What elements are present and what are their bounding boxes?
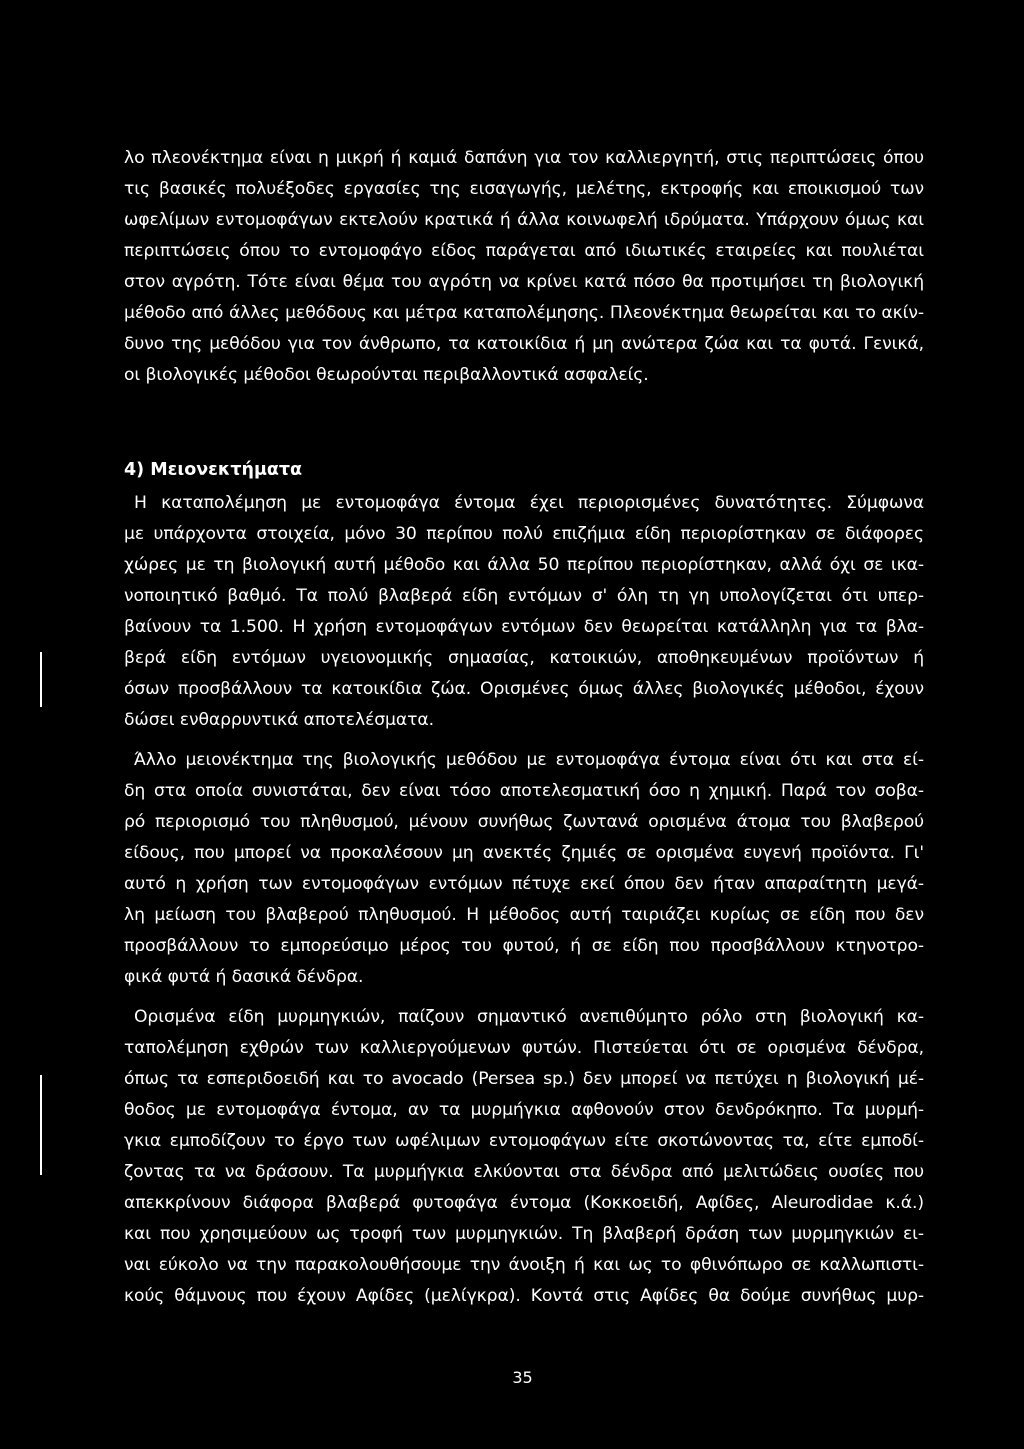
paragraph3-line: δη στα οποία συνιστάται, δεν είναι τόσο αποτελεσματική όσο η χημική. Παρά τον σοβα- (124, 781, 924, 801)
paragraph2-line: χώρες με τη βιολογική αυτή μέθοδο και άλλα 50 περίπου περιορίστηκαν, αλλά όχι σε ικα- (124, 555, 924, 575)
paragraph1-line: δυνο της μεθόδου για τον άνθρωπο, τα κατοικίδια ή μη ανώτερα ζώα και τα φυτά. Γενικά, (124, 334, 924, 354)
paragraph2-line: Η καταπολέμηση με εντομοφάγα έντομα έχει περιορισμένες δυνατότητες. Σύμφωνα (134, 493, 924, 513)
paragraph3-line: λη μείωση του βλαβερού πληθυσμού. Η μέθοδος αυτή ταιριάζει κυρίως σε είδη που δεν (124, 905, 924, 925)
paragraph3-line: αυτό η χρήση των εντομοφάγων εντόμων πέτυχε εκεί όπου δεν ήταν απαραίτητη μεγά- (124, 874, 924, 894)
paragraph2-line: νοποιητικό βαθμό. Τα πολύ βλαβερά είδη εντόμων σ' όλη τη γη υπολογίζεται ότι υπερ- (124, 586, 924, 606)
paragraph2-line: δώσει ενθαρρυντικά αποτελέσματα. (124, 710, 434, 730)
paragraph2-line: βερά είδη εντόμων υγειονομικής σημασίας, κατοικιών, αποθηκευμένων προϊόντων ή (124, 648, 924, 668)
paragraph3-line: φικά φυτά ή δασικά δένδρα. (124, 967, 364, 987)
paragraph4-line: απεκκρίνουν διάφορα βλαβερά φυτοφάγα έντομα (Κοκκοειδή, Αφίδες, Aleurodidae κ.ά.) (124, 1193, 924, 1213)
paragraph4-line: όπως τα εσπεριδοειδή και το avocado (Persea sp.) δεν μπορεί να πετύχει η βιολογική μέ- (124, 1069, 924, 1089)
paragraph3-line: προσβάλλουν το εμπορεύσιμο μέρος του φυτού, ή σε είδη που προσβάλλουν κτηνοτρο- (124, 936, 924, 956)
margin-mark (40, 652, 42, 707)
paragraph1-line: στον αγρότη. Τότε είναι θέμα του αγρότη να κρίνει κατά πόσο θα προτιμήσει τη βιολογική (124, 272, 924, 292)
paragraph4-line: ναι εύκολο να την παρακολουθήσουμε την άνοιξη ή και ως το φθινόπωρο σε καλλωπιστι- (124, 1255, 924, 1275)
paragraph1-line: ωφελίμων εντομοφάγων εκτελούν κρατικά ή άλλα κοινωφελή ιδρύματα. Υπάρχουν όμως και (124, 210, 924, 230)
section-heading: 4) Μειονεκτήματα (124, 460, 303, 480)
paragraph3-line: ρό περιορισμό του πληθυσμού, μένουν συνήθως ζωντανά ορισμένα άτομα του βλαβερού (124, 812, 924, 832)
paragraph2-line: όσων προσβάλλουν τα κατοικίδια ζώα. Ορισμένες όμως άλλες βιολογικές μέθοδοι, έχουν (124, 679, 924, 699)
paragraph1-line: μέθοδο από άλλες μεθόδους και μέτρα καταπολέμησης. Πλεονέκτημα θεωρείται και το ακίν- (124, 303, 924, 323)
paragraph1-line: λο πλεονέκτημα είναι η μικρή ή καμιά δαπάνη για τον καλλιεργητή, στις περιπτώσεις όπου (124, 148, 924, 168)
paragraph1-line: οι βιολογικές μέθοδοι θεωρούνται περιβαλλοντικά ασφαλείς. (124, 365, 649, 385)
paragraph4-line: θοδος με εντομοφάγα έντομα, αν τα μυρμήγκια αφθονούν στον δενδρόκηπο. Τα μυρμή- (124, 1100, 924, 1120)
paragraph3-line: είδους, που μπορεί να προκαλέσουν μη ανεκτές ζημιές σε ορισμένα ευγενή προϊόντα. Γι' (124, 843, 924, 863)
paragraph4-line: ταπολέμηση εχθρών των καλλιεργούμενων φυτών. Πιστεύεται ότι σε ορισμένα δένδρα, (124, 1038, 924, 1058)
paragraph4-line: κούς θάμνους που έχουν Αφίδες (μελίγκρα). Κοντά στις Αφίδες θα δούμε συνήθως μυρ- (124, 1286, 924, 1306)
paragraph4-line: και που χρησιμεύουν ως τροφή των μυρμηγκιών. Τη βλαβερή δράση των μυρμηγκιών ει- (124, 1224, 924, 1244)
paragraph4-line: γκια εμποδίζουν το έργο των ωφέλιμων εντομοφάγων είτε σκοτώνοντας τα, είτε εμποδί- (124, 1131, 924, 1151)
margin-mark (40, 1075, 42, 1175)
paragraph2-line: βαίνουν τα 1.500. Η χρήση εντομοφάγων εντόμων δεν θεωρείται κατάλληλη για τα βλα- (124, 617, 924, 637)
paragraph1-line: τις βασικές πολυέξοδες εργασίες της εισαγωγής, μελέτης, εκτροφής και εποικισμού των (124, 179, 924, 199)
paragraph1-line: περιπτώσεις όπου το εντομοφάγο είδος παράγεται από ιδιωτικές εταιρείες και πουλιέται (124, 241, 924, 261)
paragraph4-line: ζοντας τα να δράσουν. Τα μυρμήγκια ελκύονται στα δένδρα από μελιτώδεις ουσίες που (124, 1162, 924, 1182)
paragraph4-line: Ορισμένα είδη μυρμηγκιών, παίζουν σημαντικό ανεπιθύμητο ρόλο στη βιολογική κα- (134, 1007, 924, 1027)
paragraph2-line: με υπάρχοντα στοιχεία, μόνο 30 περίπου πολύ επιζήμια είδη περιορίστηκαν σε διάφορες (124, 524, 924, 544)
paragraph3-line: Άλλο μειονέκτημα της βιολογικής μεθόδου με εντομοφάγα έντομα είναι ότι και στα εί- (134, 750, 924, 770)
page-number: 35 (512, 1368, 533, 1387)
